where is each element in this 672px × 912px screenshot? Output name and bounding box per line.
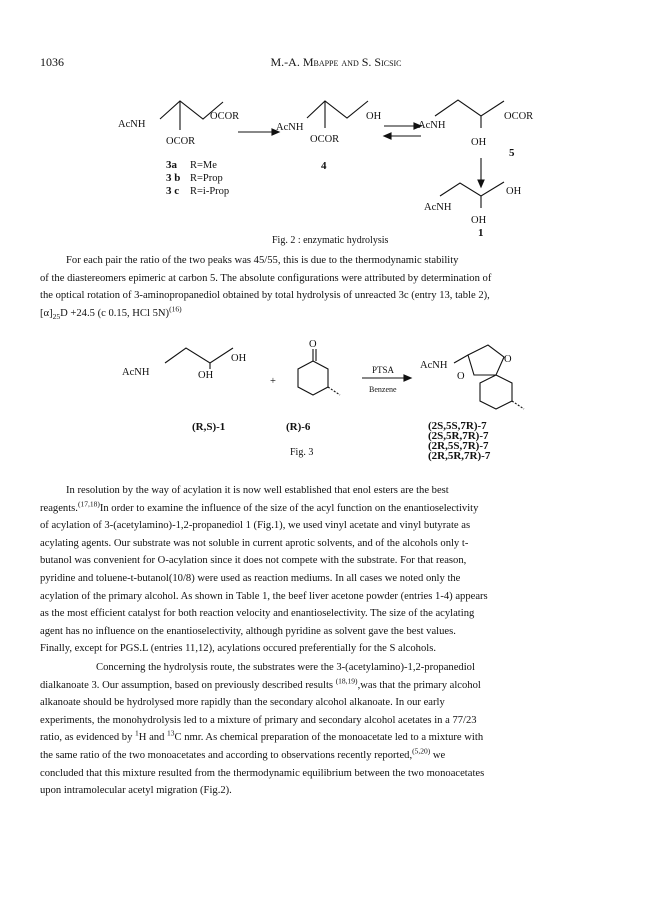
label-5: 5 [509,147,515,159]
p3-line: alkanoate should be hydrolysed more rapidly than the secondary alcohol alkanoate. In our early [40,697,445,709]
ptsa-label: PTSA [372,365,395,375]
plus-sign: + [270,376,276,387]
p1-line-rotation: $[\alpha]_{25}D +24.5$ (c 0.15, HCl 5N)$^{(16)}$ [40,304,182,321]
label-3c: 3 c [166,185,180,197]
label-3a-r: R=Me [190,160,217,171]
page-number: 1036 [40,55,64,69]
p2-line: acylating agents. Our substrate was not soluble in current aprotic solvents, and of the alcohols only t- [40,537,469,549]
p2-line: of acylation of 3-(acetylamino)-1,2-propanediol 1 (Fig.1), we used vinyl acetate and vinyl butyrate as [40,520,471,532]
p3-line: Concerning the hydrolysis route, the substrates were the 3-(acetylamino)-1,2-propanediol [96,662,475,673]
label-product-4: (2R,5R,7R)-7 [428,450,491,462]
p3-line: upon intramolecular acetyl migration (Fig.2). [40,785,232,797]
label-r6: (R)-6 [286,421,311,433]
rs1-chain [165,348,233,363]
p1-line: the optical rotation of 3-aminopropanediol obtained by total hydrolysis of unreacted 3c (entry 13, table 2), [40,290,490,302]
label-3b: 3 b [166,172,181,184]
paragraph-3 [40,659,630,800]
c1-oh-top: OH [506,186,522,197]
c1-oh-bottom: OH [471,215,487,226]
label-3a: 3a [166,159,177,171]
r6-oxygen: O [309,339,317,350]
label-rs1: (R,S)-1 [192,421,226,433]
figure-2 [0,90,672,250]
p3-line: experiments, the monohydrolysis led to a mixture of primary and secondary alcohol acetates in a 77/23 [40,714,477,726]
c4-oh: OH [366,111,382,122]
c4-acnh: AcNH [276,122,304,133]
cyclohexane-ring [480,375,512,409]
p1-line: of the diastereomers epimeric at carbon 5. The absolute configurations were attributed by determination of [40,272,492,284]
c5-acnh: AcNH [418,120,446,131]
benzene-label: Benzene [369,385,397,394]
p3-line: dialkanoate 3. Our assumption, based on previously described results $^{(18,19)}$,was that the primary alcohol [40,676,481,691]
c1-acnh: AcNH [424,202,452,213]
paragraph-1 [40,252,630,322]
p3-line: the same ratio of the two monoacetates and according to observations recently reported,$^{(5,20)}$ we [40,746,446,761]
label-product-2: (2S,5R,7R)-7 [428,430,489,442]
c5-oh: OH [471,137,487,148]
dioxolane-ring [468,345,504,375]
rs1-oh-top: OH [231,353,247,364]
c3-acnh: AcNH [118,119,146,130]
c5-ocor: OCOR [504,111,534,122]
p2-line: pyridine and toluene-t-butanol(10/8) were used as reaction mediums. In all cases we noted only the [40,572,461,584]
p2-line: acylation of the primary alcohol. As shown in Table 1, the beef liver acetone powder (entries 1-4) appears [40,590,488,602]
fig2-caption: Fig. 2 : enzymatic hydrolysis [272,235,389,246]
c3-ocor-bottom: OCOR [166,136,196,147]
rs1-acnh: AcNH [122,367,150,378]
c3-ocor-top: OCOR [210,111,240,122]
compound-5-chain [435,100,504,116]
p2-line: reagents.$^{(17,18)}$In order to examine the influence of the size of the acyl function on the enantioselectivity [40,499,479,514]
label-4: 4 [321,160,327,172]
p7-oxygen-left: O [457,371,465,382]
p1-line: For each pair the ratio of the two peaks was 45/55, this is due to the thermodynamic stability [66,255,459,266]
compound-4-chain [307,101,368,118]
p2-line: Finally, except for PGS.L (entries 11,12), acylations occured preferentially for the S alcohols. [40,643,436,655]
p2-line: In resolution by the way of acylation it is now well established that enol esters are the best [66,485,449,496]
p7-oxygen-top: O [504,354,512,365]
rs1-oh-bottom: OH [198,370,214,381]
compound-1-chain [440,182,504,196]
label-product-1: (2S,5S,7R)-7 [428,420,487,432]
running-head: M.-A. Mbappe and S. Sicsic [270,55,402,69]
label-3b-r: R=Prop [190,173,223,184]
label-3c-r: R=i-Prop [190,186,230,197]
p2-line: as the most efficient catalyst for both reaction velocity and enantioselectivity. The size of the acylating [40,608,475,620]
c4-ocor: OCOR [310,134,340,145]
p3-line: concluded that this mixture resulted from the thermodynamic equilibrium between the two monoacetates [40,767,485,779]
p2-line: butanol was convenient for O-acylation since it does not compete with the substrate. For that reason, [40,555,467,567]
paragraph-2 [40,482,630,658]
r6-ring [298,361,328,395]
figure-3 [0,335,672,475]
label-product-3: (2R,5S,7R)-7 [428,440,489,452]
label-1: 1 [478,227,484,239]
p7-acnh: AcNH [420,360,448,371]
p2-line: agent has no influence on the enantioselectivity, although pyridine as solvent gave the best values. [40,625,456,637]
fig3-caption: Fig. 3 [290,447,314,458]
p3-line: ratio, as evidenced by $^1$H and $^{13}$C nmr. As chemical preparation of the monoacetate led to a mixture with [40,728,484,744]
